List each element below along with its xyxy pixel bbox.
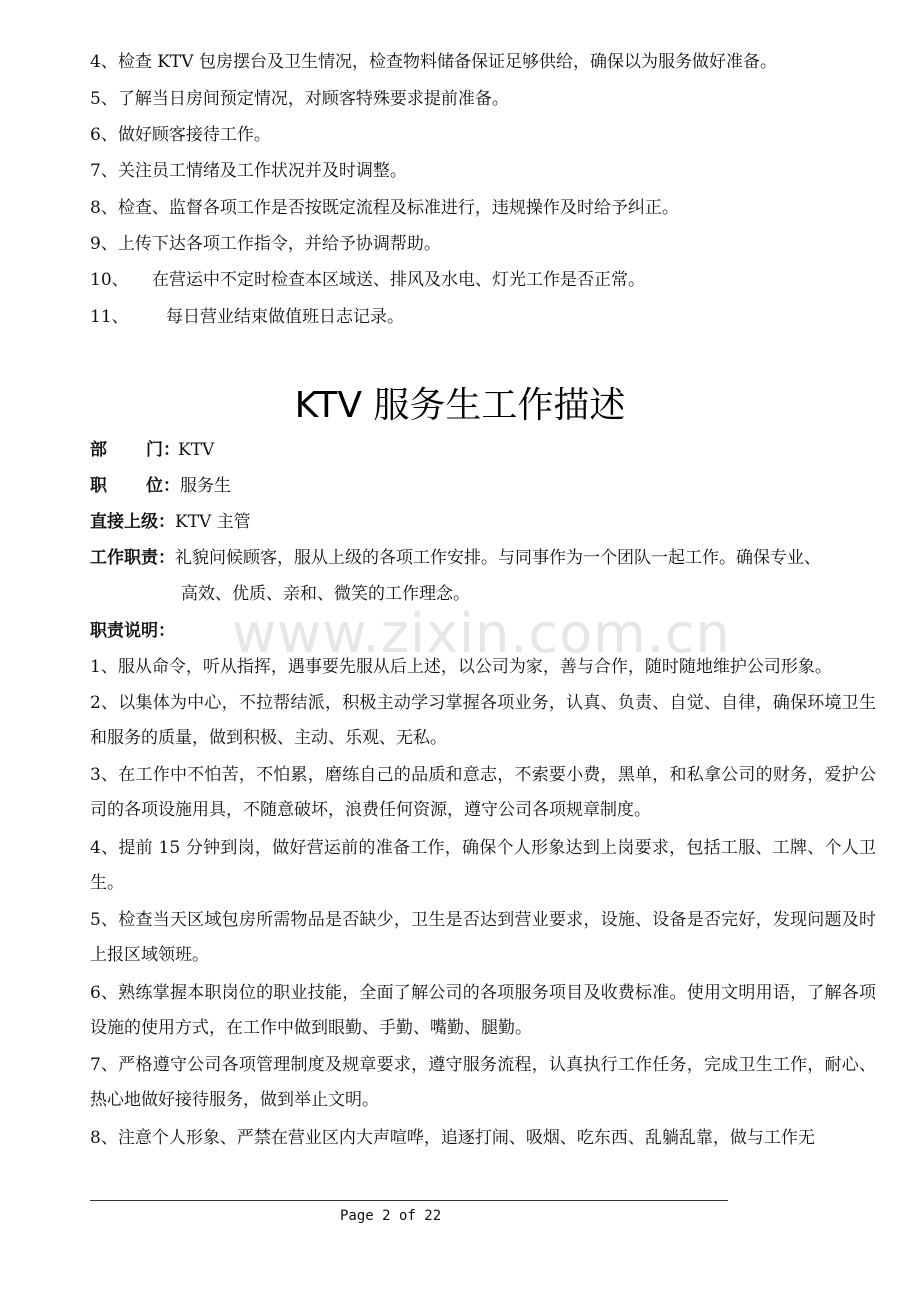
- position-field: [90, 475, 231, 497]
- page-number: Page 2 of 22: [340, 1208, 442, 1224]
- duties-field: [90, 547, 821, 569]
- list-item: 11、 每日营业结束做值班日志记录。: [90, 307, 404, 327]
- supervisor-field: [90, 511, 251, 533]
- watermark: www.zixin.com.cn: [232, 602, 731, 665]
- list-item: 10、 在营运中不定时检查本区域送、排风及水电、灯光工作是否正常。: [90, 270, 645, 290]
- duty-item: 4、提前 15 分钟到岗，做好营运前的准备工作，确保个人形象达到上岗要求，包括工服、工牌、个人卫生。: [90, 838, 876, 893]
- page-title: KTV 服务生工作描述: [294, 385, 626, 426]
- supervisor-value: KTV 主管: [175, 512, 251, 532]
- duty-item: 1、服从命令，听从指挥，遇事要先服从后上述，以公司为家，善与合作，随时随地维护公司形象。: [90, 657, 832, 677]
- list-item: 4、检查 KTV 包房摆台及卫生情况，检查物料储备保证足够供给，确保以为服务做好准备。: [90, 52, 777, 72]
- supervisor-label: 直接上级：: [90, 512, 175, 532]
- duties-value-line2: 高效、优质、亲和、微笑的工作理念。: [181, 584, 470, 604]
- duty-item: 8、注意个人形象、严禁在营业区内大声喧哗，追逐打闹、吸烟、吃东西、乱躺乱靠，做与工作无: [90, 1128, 815, 1148]
- department-field: [90, 439, 214, 461]
- footer-divider: [90, 1200, 728, 1201]
- list-item: 7、关注员工情绪及工作状况并及时调整。: [90, 161, 407, 181]
- duties-label: 工作职责：: [90, 548, 175, 568]
- duty-item: 3、在工作中不怕苦，不怕累，磨练自己的品质和意志，不索要小费，黑单，和私拿公司的财务，爱护公司的各项设施用具，不随意破坏，浪费任何资源，遵守公司各项规章制度。: [90, 765, 876, 820]
- duty-item: 2、以集体为中心，不拉帮结派，积极主动学习掌握各项业务，认真、负责、自觉、自律，确保环境卫生和服务的质量，做到积极、主动、乐观、无私。: [90, 693, 876, 748]
- duty-item: 5、检查当天区域包房所需物品是否缺少，卫生是否达到营业要求，设施、设备是否完好，发现问题及时上报区域领班。: [90, 910, 876, 965]
- duty-heading: 职责说明：: [90, 621, 175, 641]
- duty-item: 7、严格遵守公司各项管理制度及规章要求，遵守服务流程，认真执行工作任务，完成卫生工作，耐心、热心地做好接待服务，做到举止文明。: [90, 1055, 876, 1110]
- list-item: 6、做好顾客接待工作。: [90, 125, 271, 145]
- list-item: 8、检查、监督各项工作是否按既定流程及标准进行，违规操作及时给予纠正。: [90, 198, 679, 218]
- department-label: 部 门：: [90, 440, 180, 460]
- position-value: 服务生: [180, 476, 231, 496]
- duty-item: 6、熟练掌握本职岗位的职业技能，全面了解公司的各项服务项目及收费标准。使用文明用语，了解各项设施的使用方式，在工作中做到眼勤、手勤、嘴勤、腿勤。: [90, 983, 876, 1038]
- list-item: 5、了解当日房间预定情况，对顾客特殊要求提前准备。: [90, 89, 509, 109]
- position-label: 职 位：: [90, 476, 180, 496]
- duties-value-line1: 礼貌问候顾客，服从上级的各项工作安排。与同事作为一个团队一起工作。确保专业、: [175, 548, 821, 568]
- list-item: 9、上传下达各项工作指令，并给予协调帮助。: [90, 234, 441, 254]
- department-value: KTV: [178, 440, 215, 460]
